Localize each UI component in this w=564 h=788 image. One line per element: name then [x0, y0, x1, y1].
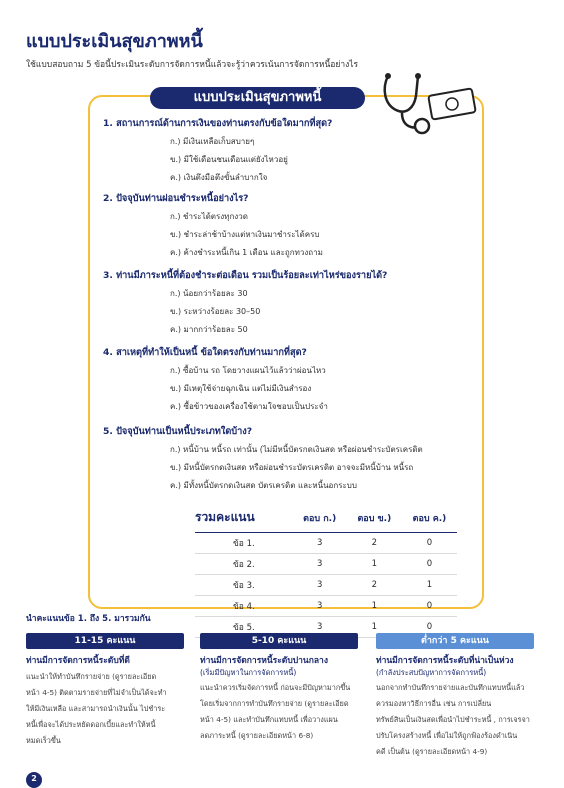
table-cell: 2: [347, 533, 402, 554]
panel-header: แบบประเมินสุขภาพหนี้: [150, 87, 365, 109]
result-body-medium: [200, 680, 350, 744]
q3-option-c: ค.) มากกว่าร้อยละ 50: [170, 325, 248, 334]
result-body-line: โดยเริ่มจากการทำบันทึกรายจ่าย (ดูรายละเอียด: [200, 699, 349, 708]
table-cell: 2: [347, 575, 402, 596]
result-body-line: แนะนำให้ทำบันทึกรายจ่าย (ดูรายละเอียด: [26, 672, 157, 681]
result-heading-high: ท่านมีการจัดการหนี้ระดับที่ดี: [26, 656, 130, 666]
q4-option-c: ค.) ซื้อข้าวของเครื่องใช้ตามใจชอบเป็นประจำ: [170, 402, 328, 411]
result-heading-low: ท่านมีการจัดการหนี้ระดับที่น่าเป็นห่วง: [376, 656, 514, 666]
result-body-line: ทรัพย์สินเป็นเงินสดเพื่อนำไปชำระหนี้ , การเจรจา: [376, 715, 530, 724]
table-cell: 0: [402, 617, 457, 638]
table-cell: 3: [293, 596, 347, 617]
table-cell: 3: [293, 617, 347, 638]
result-range-medium: 5-10 คะแนน: [200, 633, 358, 649]
q1-option-c: ค.) เงินตึงมือตึงขั้นลำบากใจ: [170, 173, 268, 182]
result-range-high: 11-15 คะแนน: [26, 633, 184, 649]
q4-option-b: ข.) มีเหตุใช้จ่ายฉุกเฉิน แต่ไม่มีเงินสำรอง: [170, 384, 312, 393]
table-cell: 1: [402, 575, 457, 596]
q5-option-b: ข.) มีหนี้บัตรกดเงินสด หรือผ่อนชำระบัตรเครดิต อาจจะมีหนี้บ้าน หนี้รถ: [170, 463, 414, 472]
q3-option-a: ก.) น้อยกว่าร้อยละ 30: [170, 289, 248, 298]
score-table: [195, 506, 457, 638]
score-header-c: ตอบ ค.): [402, 506, 457, 533]
score-header-b: ตอบ ข.): [347, 506, 402, 533]
table-row: [195, 575, 457, 596]
table-row: [195, 596, 457, 617]
question-3: 3. ท่านมีภาระหนี้ที่ต้องชำระต่อเดือน รวมเป็นร้อยละเท่าไหร่ของรายได้?: [103, 270, 388, 281]
table-cell: 0: [402, 554, 457, 575]
question-1: 1. สถานการณ์ด้านการเงินของท่านตรงกับข้อใดมากที่สุด?: [103, 118, 333, 129]
table-cell: 0: [402, 596, 457, 617]
page-title: แบบประเมินสุขภาพหนี้: [26, 31, 203, 52]
table-row: [195, 533, 457, 554]
q2-option-c: ค.) ค้างชำระหนี้เกิน 1 เดือน และถูกทวงถาม: [170, 248, 323, 257]
result-body-line: คดี เป็นต้น (ดูรายละเอียดหน้า 4-9): [376, 747, 488, 756]
question-4: 4. สาเหตุที่ทำให้เป็นหนี้ ข้อใดตรงกับท่านมากที่สุด?: [103, 347, 307, 358]
table-cell: 1: [347, 596, 402, 617]
q3-option-b: ข.) ระหว่างร้อยละ 30–50: [170, 307, 261, 316]
table-cell: ข้อ 3.: [195, 575, 293, 596]
page-number: 2: [26, 772, 42, 788]
q5-option-a: ก.) หนี้บ้าน หนี้รถ เท่านั้น (ไม่มีหนี้บัตรกดเงินสด หรือผ่อนชำระบัตรเครดิต: [170, 445, 423, 454]
table-cell: 3: [293, 554, 347, 575]
table-cell: ข้อ 5.: [195, 617, 293, 638]
table-cell: ข้อ 2.: [195, 554, 293, 575]
q4-option-a: ก.) ซื้อบ้าน รถ โดยวางแผนไว้แล้วว่าผ่อนไหว: [170, 366, 326, 375]
result-body-line: หน้า 4-5) และทำบันทึกแทบหนี้ เพื่อวางแผน: [200, 715, 338, 724]
table-cell: ข้อ 4.: [195, 596, 293, 617]
question-5: 5. ปัจจุบันท่านเป็นหนี้ประเภทใดบ้าง?: [103, 426, 253, 437]
table-cell: 3: [293, 533, 347, 554]
score-header-a: ตอบ ก.): [293, 506, 347, 533]
table-cell: 0: [402, 533, 457, 554]
result-heading-medium: ท่านมีการจัดการหนี้ระดับปานกลาง: [200, 656, 328, 666]
result-body-line: ให้มีเงินเหลือ และสามารถนำเงินนั้น ไปชำระ: [26, 704, 166, 713]
sum-note: นำคะแนนข้อ 1. ถึง 5. มารวมกัน: [26, 614, 151, 624]
q5-option-c: ค.) มีทั้งหนี้บัตรกดเงินสด บัตรเครดิต และหนี้นอกระบบ: [170, 481, 357, 490]
q2-option-b: ข.) ชำระล่าช้าบ้างแต่หาเงินมาชำระได้ครบ: [170, 230, 320, 239]
q1-option-b: ข.) มีใช้เดือนชนเดือนแต่ยังไหวอยู่: [170, 155, 288, 164]
result-body-line: ลดภาระหนี้ (ดูรายละเอียดหน้า 6-8): [200, 731, 314, 740]
result-body-line: แนะนำควรเริ่มจัดการหนี้ ก่อนจะมีปัญหามากขึ้น: [200, 683, 351, 692]
result-range-low: ต่ำกว่า 5 คะแนน: [376, 633, 534, 649]
score-table-header-row: [195, 506, 457, 533]
table-row: [195, 554, 457, 575]
table-cell: 1: [347, 617, 402, 638]
table-cell: 1: [347, 554, 402, 575]
q2-option-a: ก.) ชำระได้ตรงทุกงวด: [170, 212, 248, 221]
result-body-line: หมดเร็วขึ้น: [26, 736, 61, 745]
result-body-high: [26, 669, 167, 749]
page-subtitle: ใช้แบบสอบถาม 5 ข้อนี้ประเมินระดับการจัดการหนี้แล้วจะรู้ว่าควรเน้นการจัดการหนี้อย่างไร: [26, 60, 359, 70]
q1-option-a: ก.) มีเงินเหลือเก็บสบายๆ: [170, 137, 255, 146]
result-body-low: [376, 680, 530, 760]
result-sub-medium: (เริ่มมีปัญหาในการจัดการหนี้): [200, 668, 297, 677]
score-header-total: รวมคะแนน: [195, 506, 293, 533]
result-sub-low: (กำลังประสบปัญหาการจัดการหนี้): [376, 668, 487, 677]
result-body-line: ปรับโครงสร้างหนี้ เพื่อไม่ให้ถูกฟ้องร้องดำเนิน: [376, 731, 518, 740]
table-cell: 3: [293, 575, 347, 596]
result-body-line: นอกจากทำบันทึกรายจ่ายและบันทึกแทบหนี้แล้ว: [376, 683, 525, 692]
table-cell: ข้อ 1.: [195, 533, 293, 554]
result-body-line: ควรมองหาวิธีการอื่น เช่น การเปลี่ยน: [376, 699, 492, 708]
question-2: 2. ปัจจุบันท่านผ่อนชำระหนี้อย่างไร?: [103, 193, 249, 204]
stethoscope-money-icon: [378, 68, 478, 138]
result-body-line: หนี้เพื่อจะได้ประหยัดดอกเบี้ยและทำให้หนี้: [26, 720, 156, 729]
result-body-line: หน้า 4-5) ติดตามรายจ่ายที่ไม่จำเป็นได้จะทำ: [26, 688, 167, 697]
